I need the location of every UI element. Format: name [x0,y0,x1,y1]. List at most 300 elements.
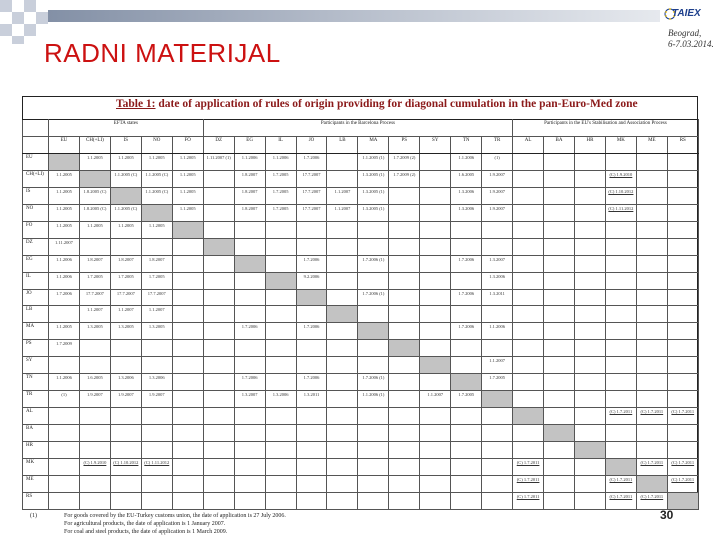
table-cell [234,476,265,493]
table-cell [513,289,544,306]
table-cell [574,187,605,204]
row-code: IS [23,187,49,204]
table-cell: (C) 1.7.2011 [667,476,698,493]
column-code: PS [389,136,420,153]
table-cell [234,492,265,509]
table-cell [420,408,451,425]
table-row [23,170,699,187]
table-cell: 1.1.2005 [49,204,80,221]
column-code: TN [451,136,482,153]
table-cell [605,374,636,391]
table-cell [544,306,575,323]
table-cell: 1.3.2006 [265,391,296,408]
table-cell [203,187,234,204]
table-cell: 1.1.2007 [79,306,110,323]
table-cell [513,374,544,391]
table-cell [667,153,698,170]
table-cell: (1) [482,153,513,170]
group-header-cell: Participants in the Barcelona Process [203,120,512,137]
table-cell: 1.1.2006 (1) [358,391,389,408]
table-row [23,357,699,374]
column-code: JO [296,136,327,153]
table-cell [513,408,544,425]
table-cell: 1.1.2005 [49,187,80,204]
table-cell [451,306,482,323]
table-cell [265,255,296,272]
table-cell [358,408,389,425]
table-cell [513,170,544,187]
table-cell: 1.7.2006 [451,323,482,340]
slide-title: RADNI MATERIJAL [44,38,281,68]
table-cell: (C) 1.7.2011 [605,476,636,493]
table-cell [234,221,265,238]
table-cell [79,170,110,187]
table-cell [389,255,420,272]
table-cell [667,442,698,459]
table-cell [574,272,605,289]
table-cell [327,153,358,170]
table-cell: 1.7.2006 (1) [358,255,389,272]
table-cell: (C) 1.9.2010 [79,459,110,476]
column-code: HR [574,136,605,153]
table-cell [451,238,482,255]
table-cell [389,323,420,340]
table-cell [327,391,358,408]
table-cell [574,492,605,509]
group-header-row [23,120,699,137]
table-cell: 17.7.2007 [110,289,141,306]
table-cell [605,357,636,374]
table-cell [544,204,575,221]
table-cell [203,391,234,408]
table-cell: 1.7.2009 (2) [389,170,420,187]
table-cell [605,306,636,323]
table-cell [49,476,80,493]
table-cell [544,255,575,272]
table-cell [234,425,265,442]
table-cell [110,476,141,493]
table-cell: 1.3.2005 (1) [358,170,389,187]
table-cell: 1.1.2007 [420,391,451,408]
table-cell: 1.1.2005 [79,221,110,238]
table-cell [667,357,698,374]
table-cell [172,357,203,374]
table-cell: 1.1.2005 [172,187,203,204]
table-cell [79,340,110,357]
table-cell [451,374,482,391]
table-cell [544,187,575,204]
table-cell: (C) 1.7.2011 [636,408,667,425]
table-cell [420,357,451,374]
table-cell [389,289,420,306]
table-cell [389,204,420,221]
table-cell [172,408,203,425]
table-cell: 1.1.2007 [141,306,172,323]
table-cell [636,340,667,357]
table-cell [667,340,698,357]
table-cell: (C) 1.7.2011 [667,408,698,425]
place: Beograd, [668,28,702,38]
table-cell: 1.3.2006 [482,272,513,289]
table-cell [172,391,203,408]
table-cell [203,306,234,323]
table-cell [296,357,327,374]
row-code: MK [23,459,49,476]
table-cell [327,238,358,255]
table-cell [544,476,575,493]
table-cell [327,476,358,493]
table-cell [49,153,80,170]
table-cell [513,221,544,238]
table-cell: 1.11.2007 (1) [203,153,234,170]
table-cell: 1.3.2006 [451,204,482,221]
table-cell [667,187,698,204]
table-cell [265,459,296,476]
table-cell [544,272,575,289]
table-cell [203,476,234,493]
table-row [23,187,699,204]
table-row [23,408,699,425]
table-cell [110,442,141,459]
table-cell [574,289,605,306]
table-cell [636,391,667,408]
table-cell [574,442,605,459]
table-cell [327,340,358,357]
table-cell: (C) 1.7.2011 [636,492,667,509]
table-cell [482,476,513,493]
table-cell [141,238,172,255]
table-cell [172,340,203,357]
column-code: EU [49,136,80,153]
group-header-cell: Participants in the EU's Stabilisation and Association Process [513,120,699,137]
table-cell: 1.1.2005 [172,170,203,187]
table-cell [203,408,234,425]
table-cell [49,425,80,442]
table-cell: 17.7.2007 [141,289,172,306]
column-code: FO [172,136,203,153]
table-cell [110,492,141,509]
table-cell [389,374,420,391]
table-cell [605,323,636,340]
table-cell [172,374,203,391]
table-cell: 1.1.2005 [141,221,172,238]
table-cell [389,476,420,493]
table-cell [203,374,234,391]
table-cell: 1.7.2006 (1) [358,374,389,391]
table-cell: 1.1.2005 [172,204,203,221]
table-cell: 1.1.2006 [234,153,265,170]
table-row [23,459,699,476]
table-cell [420,323,451,340]
table-cell [667,306,698,323]
table-cell: (C) 1.11.2012 [141,459,172,476]
table-cell [482,408,513,425]
table-cell [451,442,482,459]
place-date [668,28,714,50]
table-cell [636,221,667,238]
table-cell [141,357,172,374]
row-code: BA [23,425,49,442]
table-cell: 1.3.2011 [296,391,327,408]
table-cell [482,306,513,323]
table-cell: 1.1.2005 (C) [141,187,172,204]
table-cell: 1.3.2005 (1) [358,204,389,221]
table-cell [265,357,296,374]
table-cell [451,408,482,425]
table-cell: 1.8.2007 [141,255,172,272]
table-cell [110,408,141,425]
table-cell [203,340,234,357]
table-cell [172,238,203,255]
table-cell [544,170,575,187]
table-cell [605,221,636,238]
table-cell [49,408,80,425]
table-cell [49,357,80,374]
table-cell [203,272,234,289]
table-cell [667,255,698,272]
table-cell [203,238,234,255]
table-cell [79,425,110,442]
table-cell [667,221,698,238]
table-cell [605,153,636,170]
table-cell [265,289,296,306]
table-cell [636,204,667,221]
table-cell [296,238,327,255]
table-cell [79,442,110,459]
table-cell [513,255,544,272]
table-cell: 9.2.2006 [296,272,327,289]
table-cell [327,408,358,425]
table-cell [482,238,513,255]
table-cell [544,153,575,170]
row-code: HR [23,442,49,459]
table-cell: 1.1.2006 [49,374,80,391]
row-code: AL [23,408,49,425]
table-cell: 1.9.2007 [141,391,172,408]
table-cell: 1.6.2005 [79,374,110,391]
table-cell [203,255,234,272]
table-cell [172,442,203,459]
table-row [23,204,699,221]
table-cell [327,459,358,476]
table-cell: 1.1.2006 [265,153,296,170]
table-cell: 1.9.2007 [482,204,513,221]
table-cell [420,204,451,221]
table-cell [172,289,203,306]
table-cell [327,442,358,459]
table-cell: 1.1.2007 [110,306,141,323]
row-code: EU [23,153,49,170]
row-code: MA [23,323,49,340]
row-code: NO [23,204,49,221]
table-cell [265,272,296,289]
table-cell [636,357,667,374]
table-cell [203,221,234,238]
table-cell [141,476,172,493]
table-title-lead: Table 1: [116,98,156,110]
table-cell [358,442,389,459]
row-code: TR [23,391,49,408]
table-cell: (C) 1.7.2011 [513,459,544,476]
table-cell [513,204,544,221]
table-cell [327,306,358,323]
table-cell [636,374,667,391]
table-cell [544,492,575,509]
table-cell [513,153,544,170]
table-cell [172,306,203,323]
table-cell [420,492,451,509]
table-cell: 1.8.2005 (C) [79,204,110,221]
note-line: For coal and steel products, the date of application is 1 March 2009. [64,529,228,535]
table-cell: 1.1.2005 [49,323,80,340]
table-cell [513,425,544,442]
table-cell [141,408,172,425]
table-cell [513,442,544,459]
column-code-row [23,136,699,153]
row-code: ME [23,476,49,493]
table-row [23,442,699,459]
table-cell [389,357,420,374]
table-cell [482,221,513,238]
table-cell [79,408,110,425]
table-cell [667,238,698,255]
table-cell [451,492,482,509]
table-cell: 1.7.2006 [296,374,327,391]
table-cell [79,492,110,509]
table-cell: 1.1.2005 (1) [358,153,389,170]
row-code: EG [23,255,49,272]
table-row [23,306,699,323]
table-cell [265,306,296,323]
table-cell: 1.7.2005 [265,204,296,221]
table-cell: 1.7.2006 [451,255,482,272]
table-cell: 1.7.2009 (2) [389,153,420,170]
date: 6-7.03.2014. [668,39,714,49]
row-code: DZ [23,238,49,255]
table-cell: (C) 1.7.2011 [513,476,544,493]
table-cell: 1.3.2011 [482,289,513,306]
table-cell [420,289,451,306]
table-cell [49,442,80,459]
table-cell: 1.3.2006 [141,374,172,391]
table-cell [358,492,389,509]
table-cell [420,272,451,289]
row-code: CH(+LI) [23,170,49,187]
table-cell [358,425,389,442]
table-cell [203,204,234,221]
table-cell [574,340,605,357]
table-cell [296,408,327,425]
table-cell [358,476,389,493]
table-cell [296,221,327,238]
table-cell [234,306,265,323]
table-cell: 1.8.2007 [234,170,265,187]
table-row [23,153,699,170]
table-cell: 1.8.2005 (C) [79,187,110,204]
table-cell [544,374,575,391]
table-cell: 1.1.2006 [451,153,482,170]
table-cell [49,492,80,509]
table-cell [420,221,451,238]
table-cell [513,357,544,374]
table-cell: 1.3.2005 [79,323,110,340]
table-cell: 1.7.2006 [296,153,327,170]
column-code: ME [636,136,667,153]
table-cell [172,272,203,289]
table-cell [544,238,575,255]
table-cell: (C) 1.7.2011 [667,459,698,476]
table-cell [265,238,296,255]
table-cell [482,492,513,509]
table-cell: (C) 1.11.2012 [605,204,636,221]
table-cell: 1.7.2006 [234,323,265,340]
table-cell [389,391,420,408]
table-cell [79,357,110,374]
table-cell [389,187,420,204]
table-cell: 1.8.2007 [234,187,265,204]
table-cell [544,442,575,459]
table-cell [451,357,482,374]
page-number: 30 [660,508,674,522]
column-code: SY [420,136,451,153]
row-code: FO [23,221,49,238]
row-code: IL [23,272,49,289]
table-cell [203,442,234,459]
table-cell: 1.7.2006 [49,289,80,306]
table-cell [482,340,513,357]
column-code: IS [110,136,141,153]
table-cell [667,204,698,221]
table-cell: 1.9.2007 [482,187,513,204]
table-cell [265,476,296,493]
table-cell [389,492,420,509]
table-cell [544,340,575,357]
table-cell [110,425,141,442]
table-cell [358,323,389,340]
table-cell [296,476,327,493]
table-cell [420,374,451,391]
table-cell [358,459,389,476]
table-cell [358,357,389,374]
table-cell [420,306,451,323]
table-cell [265,374,296,391]
table-cell [636,272,667,289]
table-cell [389,442,420,459]
table-cell [327,255,358,272]
table-cell [141,442,172,459]
table-cell: 17.7.2007 [296,204,327,221]
table-cell: 1.1.2005 [49,221,80,238]
table-cell [234,289,265,306]
table-cell [296,289,327,306]
table-cell: (C) 1.7.2011 [513,492,544,509]
column-code: AL [513,136,544,153]
table-cell: 1.1.2006 [49,255,80,272]
table-cell [203,492,234,509]
table-cell: (C) 1.7.2011 [636,459,667,476]
table-cell [234,442,265,459]
row-code: SY [23,357,49,374]
table-cell: 1.8.2007 [110,255,141,272]
table-cell [389,408,420,425]
table-cell [451,459,482,476]
column-code: EG [234,136,265,153]
table-row [23,425,699,442]
table-cell: 1.6.2005 [451,170,482,187]
table-cell: 1.8.2007 [79,255,110,272]
table-cell [172,476,203,493]
table-cell [265,408,296,425]
